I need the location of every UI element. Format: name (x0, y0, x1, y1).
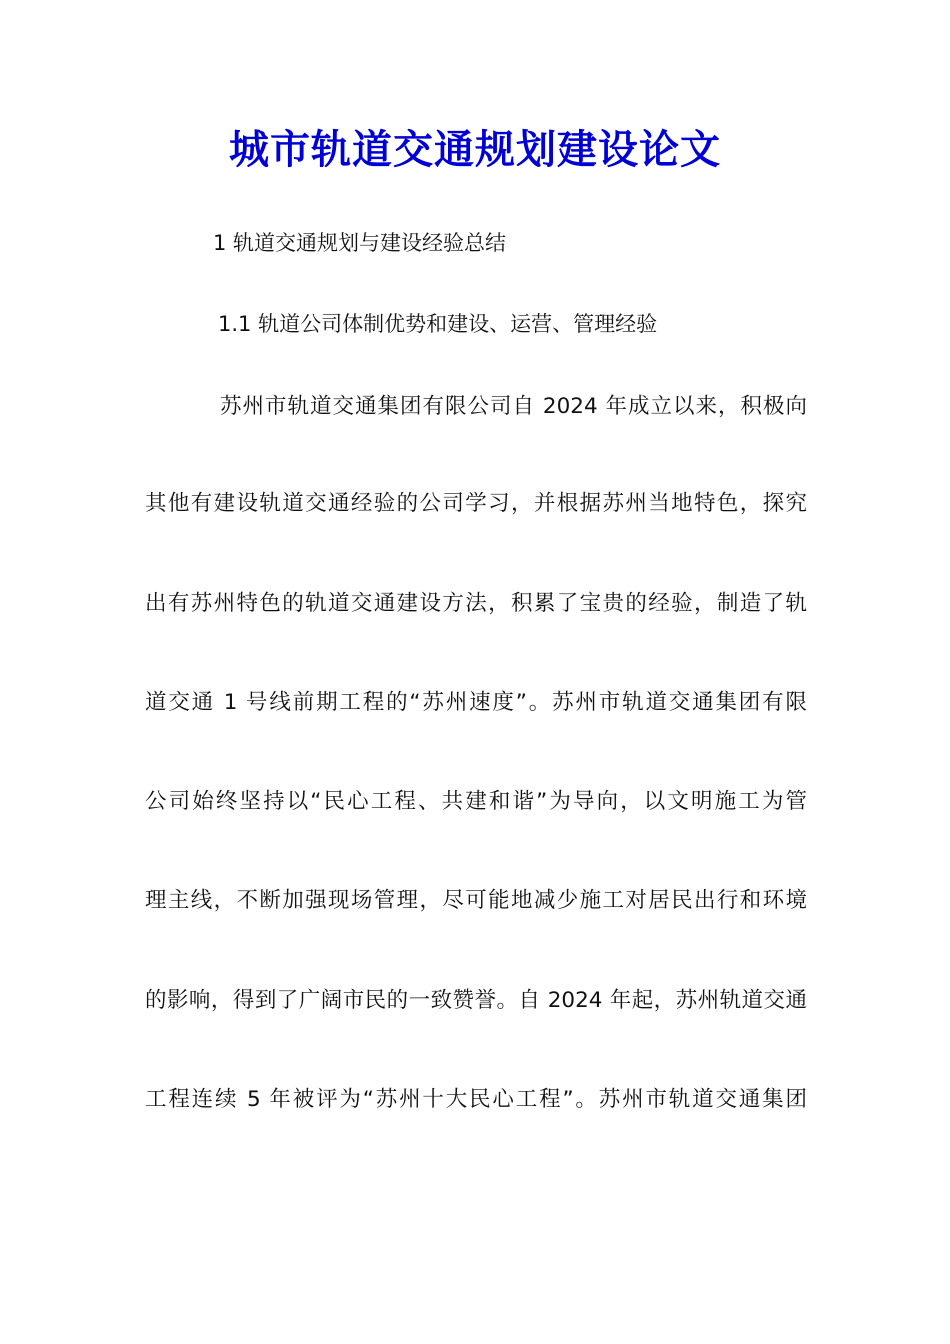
paragraph-line: 出有苏州特色的轨道交通建设方法，积累了宝贵的经验，制造了轨 (145, 591, 807, 616)
paragraph-line: 理主线，不断加强现场管理，尽可能地减少施工对居民出行和环境 (145, 888, 807, 913)
paragraph-line: 苏州市轨道交通集团有限公司自 2024 年成立以来，积极向 (220, 394, 807, 419)
subsection-heading-1-1: 1.1 轨道公司体制优势和建设、运营、管理经验 (218, 312, 658, 336)
document-title: 城市轨道交通规划建设论文 (229, 126, 721, 173)
paragraph-line: 的影响，得到了广阔市民的一致赞誉。自 2024 年起，苏州轨道交通 (145, 988, 807, 1013)
paragraph-line: 公司始终坚持以“民心工程、共建和谐”为导向，以文明施工为管 (145, 789, 807, 814)
paragraph-line: 其他有建设轨道交通经验的公司学习，并根据苏州当地特色，探究 (145, 491, 807, 516)
paragraph-line: 道交通 1 号线前期工程的“苏州速度”。苏州市轨道交通集团有限 (145, 690, 807, 715)
paragraph-line: 工程连续 5 年被评为“苏州十大民心工程”。苏州市轨道交通集团 (145, 1087, 807, 1112)
section-heading-1: 1 轨道交通规划与建设经验总结 (213, 231, 507, 255)
